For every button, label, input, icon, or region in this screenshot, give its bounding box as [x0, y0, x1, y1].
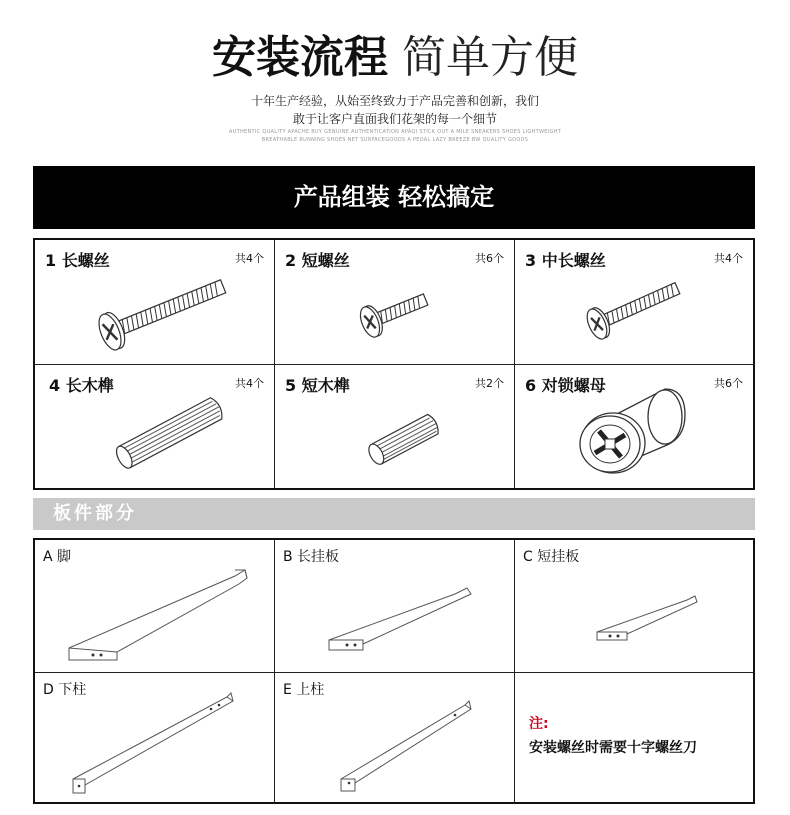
long-dowel-icon: [35, 365, 275, 488]
tiny-text-line-1: AUTHENTIC QUALITY APACHE BUY GENUINE AUTHENTICATION APAQI STICK OUT A MILE SNEAKERS SHOES LIGHTWEIGHT: [228, 129, 562, 135]
hardware-count: 共4个: [235, 252, 264, 265]
panels-grid: [33, 538, 755, 804]
hardware-label: 6 对锁螺母: [525, 376, 606, 395]
hardware-count: 共4个: [714, 252, 743, 265]
panel-label: D 下柱: [43, 682, 87, 698]
assembly-banner: 产品组装 轻松搞定: [33, 166, 755, 229]
page-header: [0, 0, 790, 160]
hardware-count: 共6个: [714, 377, 743, 390]
foot-board-icon: [35, 540, 275, 673]
short-dowel-icon: [275, 365, 515, 488]
hardware-cell: [35, 365, 275, 488]
hardware-count: 共4个: [235, 377, 264, 390]
panel-cell: [275, 673, 515, 802]
tiny-text-line-2: BREATHABLE RUNNING SHOES NET SURFACEGOODS A PEDAL LAZY BREEZE BW QUALITY GOODS: [261, 137, 529, 143]
panels-banner: 板件部分: [33, 498, 755, 530]
hardware-cell: [515, 240, 753, 365]
panel-cell: [275, 540, 515, 673]
note-title: 注:: [529, 716, 549, 732]
panel-label: E 上柱: [283, 682, 325, 698]
panel-label: A 脚: [43, 549, 72, 565]
short-hanging-board-icon: [515, 540, 753, 673]
page-title: [0, 30, 790, 86]
medium-screw-icon: [515, 240, 753, 365]
lower-post-icon: [35, 673, 275, 802]
title-light: 简单方便: [402, 32, 578, 83]
hardware-count: 共2个: [475, 377, 504, 390]
hardware-cell: [275, 240, 515, 365]
long-hanging-board-icon: [275, 540, 515, 673]
subtitle-line-2: 敢于让客户直面我们花架的每一个细节: [292, 112, 497, 126]
hardware-label: 2 短螺丝: [285, 251, 350, 270]
panel-cell: [35, 540, 275, 673]
title-bold: 安装流程: [212, 32, 388, 83]
long-screw-icon: [35, 240, 275, 365]
panel-cell: [515, 540, 753, 673]
panel-label: B 长挂板: [283, 549, 340, 565]
note-text: 安装螺丝时需要十字螺丝刀: [529, 740, 697, 756]
hardware-grid: [33, 238, 755, 490]
note-cell: [515, 673, 753, 802]
hardware-cell: [35, 240, 275, 365]
subtitle-line-1: 十年生产经验，从始至终致力于产品完善和创新，我们: [250, 94, 539, 108]
hardware-label: 5 短木榫: [285, 376, 350, 395]
short-screw-icon: [275, 240, 515, 365]
panel-cell: [35, 673, 275, 802]
hardware-label: 1 长螺丝: [45, 251, 110, 270]
hardware-label: 3 中长螺丝: [525, 251, 606, 270]
upper-post-icon: [275, 673, 515, 802]
barrel-nut-icon: [515, 365, 753, 488]
hardware-count: 共6个: [475, 252, 504, 265]
hardware-cell: [275, 365, 515, 488]
hardware-label: 4 长木榫: [49, 376, 114, 395]
panel-label: C 短挂板: [523, 549, 580, 565]
hardware-cell: [515, 365, 753, 488]
